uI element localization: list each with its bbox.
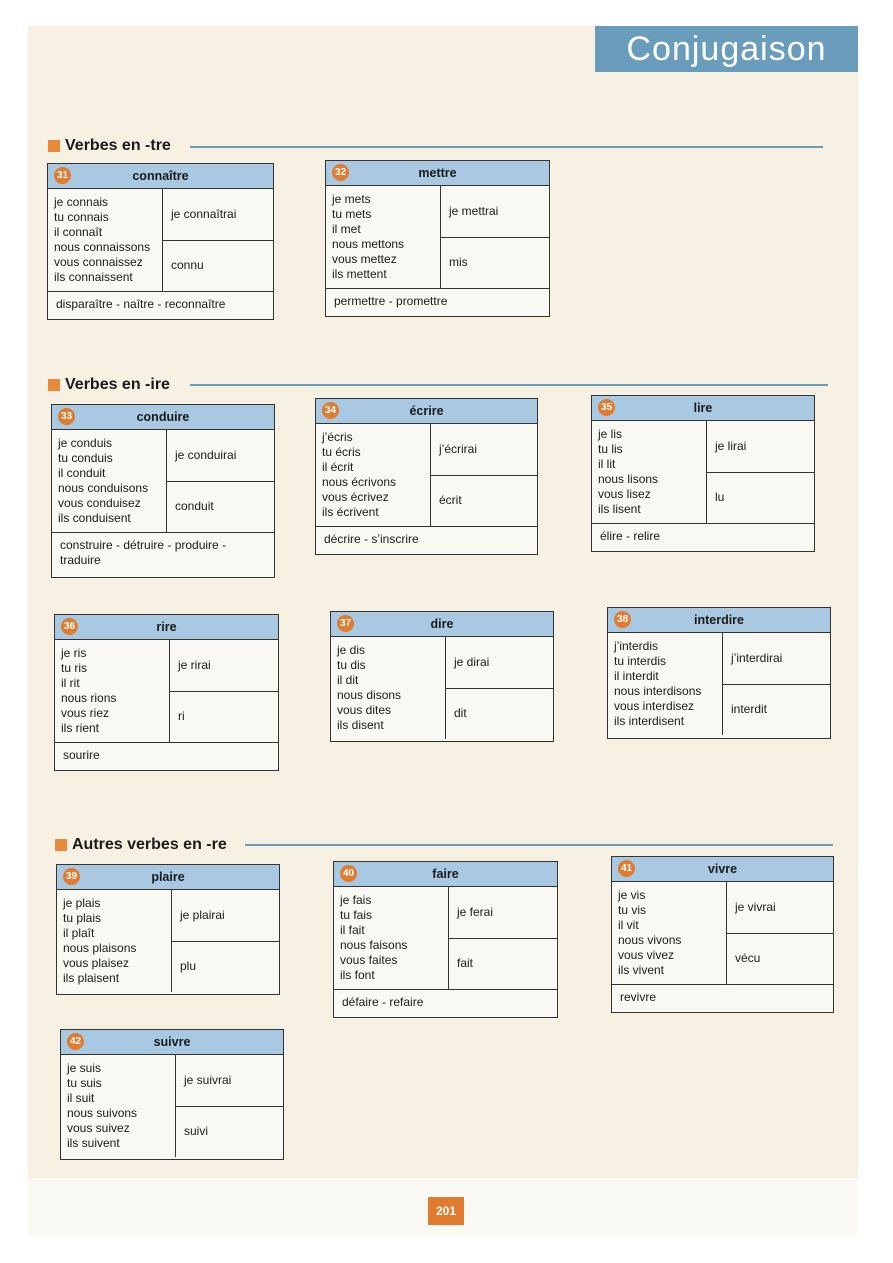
section-marker-icon xyxy=(55,839,67,851)
conjugation-card xyxy=(315,398,538,555)
card-body xyxy=(61,1055,283,1157)
card-header xyxy=(326,161,549,186)
past-participle: lu xyxy=(715,490,725,505)
present-form: nous disons xyxy=(337,688,402,702)
present-form: vous plaisez xyxy=(63,956,130,970)
present-form: vous mettez xyxy=(332,252,397,266)
present-form: tu mets xyxy=(332,207,372,221)
card-number-badge: 36 xyxy=(61,618,78,635)
section-rule xyxy=(245,844,833,846)
present-form: il suit xyxy=(67,1091,95,1105)
present-form: ils écrivent xyxy=(322,505,379,519)
present-form: tu conduis xyxy=(58,451,113,465)
present-form: vous vivez xyxy=(618,948,675,962)
future-form: je vivrai xyxy=(727,882,833,934)
present-tense-list xyxy=(316,424,431,526)
present-form: je connais xyxy=(54,195,109,209)
card-number-badge: 38 xyxy=(614,611,631,628)
related-verbs: revivre xyxy=(620,990,657,1004)
present-form: nous plaisons xyxy=(63,941,137,955)
present-form: ils interdisent xyxy=(614,714,685,728)
card-side xyxy=(727,882,833,984)
card-number-badge: 37 xyxy=(337,615,354,632)
present-tense-list xyxy=(52,430,167,532)
present-form: ils disent xyxy=(337,718,384,732)
related-verbs: décrire - s’inscrire xyxy=(324,532,419,546)
present-form: je lis xyxy=(598,427,623,441)
present-form: vous interdisez xyxy=(614,699,695,713)
present-tense-list xyxy=(608,633,723,735)
present-form: il plaît xyxy=(63,926,95,940)
present-form: je dis xyxy=(337,643,366,657)
present-form: nous conduisons xyxy=(58,481,149,495)
card-number-badge: 33 xyxy=(58,408,75,425)
section-rule xyxy=(190,384,828,386)
card-side xyxy=(170,640,278,742)
present-form: tu dis xyxy=(337,658,366,672)
verb-title: vivre xyxy=(707,862,738,876)
section-title-text: Autres verbes en -re xyxy=(72,836,227,853)
card-number-badge: 40 xyxy=(340,865,357,882)
present-form: ils suivent xyxy=(67,1136,120,1150)
card-side xyxy=(707,421,814,523)
related-verbs: défaire - refaire xyxy=(342,995,424,1009)
past-participle: mis xyxy=(449,255,468,270)
past-participle: ri xyxy=(178,709,185,724)
card-side xyxy=(163,189,273,291)
section-marker-icon xyxy=(48,140,60,152)
verb-title: interdire xyxy=(693,613,744,627)
card-header xyxy=(334,862,557,887)
past-participle: conduit xyxy=(175,499,214,514)
related-verbs: sourire xyxy=(63,748,100,762)
present-tense-list xyxy=(61,1055,176,1157)
verb-title: lire xyxy=(693,401,713,415)
card-number-badge: 41 xyxy=(618,860,635,877)
card-header xyxy=(61,1030,283,1055)
present-form: j’interdis xyxy=(614,639,659,653)
card-side xyxy=(176,1055,283,1157)
card-side xyxy=(449,887,557,989)
present-tense-list xyxy=(334,887,449,989)
present-form: ils plaisent xyxy=(63,971,120,985)
present-form: je suis xyxy=(67,1061,102,1075)
section-title-text: Verbes en -ire xyxy=(65,376,170,393)
present-form: tu fais xyxy=(340,908,373,922)
header-banner: Conjugaison xyxy=(595,26,858,72)
present-form: il dit xyxy=(337,673,359,687)
present-form: je mets xyxy=(332,192,371,206)
card-number-badge: 31 xyxy=(54,167,71,184)
present-tense-list xyxy=(331,637,446,739)
card-body xyxy=(608,633,830,735)
present-form: tu vis xyxy=(618,903,647,917)
present-form: il connaît xyxy=(54,225,103,239)
present-form: il conduit xyxy=(58,466,106,480)
card-body xyxy=(52,430,274,533)
future-form: je lirai xyxy=(707,421,814,473)
card-side xyxy=(167,430,274,532)
related-verbs: élire - relire xyxy=(600,529,661,543)
conjugation-card xyxy=(611,856,834,1013)
present-form: vous riez xyxy=(61,706,110,720)
card-header xyxy=(612,857,833,882)
verb-title: connaître xyxy=(132,169,189,183)
past-participle: connu xyxy=(171,258,204,273)
conjugation-card xyxy=(54,614,279,771)
card-body xyxy=(316,424,537,527)
section-rule xyxy=(190,146,823,148)
future-form: je dirai xyxy=(446,637,553,689)
card-number-badge: 39 xyxy=(63,868,80,885)
past-participle: plu xyxy=(180,959,197,974)
card-header xyxy=(592,396,814,421)
card-number-badge: 35 xyxy=(598,399,615,416)
present-form: il écrit xyxy=(322,460,354,474)
card-header xyxy=(608,608,830,633)
conjugation-card xyxy=(330,611,554,742)
conjugation-card xyxy=(591,395,815,552)
card-header xyxy=(316,399,537,424)
past-participle: écrit xyxy=(439,493,462,508)
present-form: je fais xyxy=(340,893,372,907)
future-form: je plairai xyxy=(172,890,279,942)
past-participle: fait xyxy=(457,956,474,971)
verb-title: mettre xyxy=(418,166,457,180)
past-participle: vécu xyxy=(735,951,761,966)
present-form: nous lisons xyxy=(598,472,659,486)
present-form: ils vivent xyxy=(618,963,665,977)
future-form: je connaîtrai xyxy=(163,189,273,241)
conjugation-card xyxy=(47,163,274,320)
present-form: je vis xyxy=(618,888,646,902)
present-tense-list xyxy=(48,189,163,291)
present-form: vous conduisez xyxy=(58,496,141,510)
present-form: ils rient xyxy=(61,721,100,735)
present-form: ils font xyxy=(340,968,375,982)
present-form: il lit xyxy=(598,457,616,471)
conjugation-card xyxy=(60,1029,284,1160)
related-verbs: disparaître - naître - reconnaître xyxy=(56,297,226,311)
card-number-badge: 34 xyxy=(322,402,339,419)
card-header xyxy=(55,615,278,640)
section-title-verbes-tre xyxy=(48,137,171,155)
section-title-verbes-ire xyxy=(48,376,170,394)
present-form: tu suis xyxy=(67,1076,102,1090)
related-verbs: permettre - promettre xyxy=(334,294,448,308)
future-form: j’écrirai xyxy=(431,424,537,476)
card-header xyxy=(331,612,553,637)
verb-title: suivre xyxy=(153,1035,191,1049)
present-form: nous connaissons xyxy=(54,240,151,254)
present-form: ils mettent xyxy=(332,267,387,281)
card-body xyxy=(612,882,833,985)
verb-title: plaire xyxy=(151,870,185,884)
present-tense-list xyxy=(592,421,707,523)
present-tense-list xyxy=(612,882,727,984)
card-header xyxy=(52,405,274,430)
card-body xyxy=(48,189,273,292)
present-form: ils connaissent xyxy=(54,270,133,284)
section-title-autres-verbes xyxy=(55,836,227,854)
card-body xyxy=(331,637,553,739)
card-header xyxy=(48,164,273,189)
card-header xyxy=(57,865,279,890)
present-form: je ris xyxy=(61,646,87,660)
present-form: nous interdisons xyxy=(614,684,702,698)
conjugation-card xyxy=(325,160,550,317)
future-form: je suivrai xyxy=(176,1055,283,1107)
present-form: il met xyxy=(332,222,361,236)
present-form: ils lisent xyxy=(598,502,641,516)
present-form: vous écrivez xyxy=(322,490,389,504)
future-form: je mettrai xyxy=(441,186,549,238)
present-form: vous lisez xyxy=(598,487,651,501)
conjugation-card xyxy=(51,404,275,578)
past-participle: dit xyxy=(454,706,467,721)
present-form: nous écrivons xyxy=(322,475,397,489)
present-form: vous faites xyxy=(340,953,398,967)
future-form: je ferai xyxy=(449,887,557,939)
conjugation-card xyxy=(56,864,280,995)
verb-title: conduire xyxy=(136,410,190,424)
present-form: nous rions xyxy=(61,691,117,705)
present-form: vous suivez xyxy=(67,1121,130,1135)
present-form: il vit xyxy=(618,918,639,932)
verb-title: dire xyxy=(430,617,454,631)
related-verbs: construire - détruire - produire - traduire xyxy=(60,538,227,567)
conjugation-card xyxy=(333,861,558,1018)
present-form: nous faisons xyxy=(340,938,408,952)
present-form: je plais xyxy=(63,896,101,910)
present-form: ils conduisent xyxy=(58,511,131,525)
present-form: tu plais xyxy=(63,911,102,925)
present-form: vous dites xyxy=(337,703,392,717)
present-form: tu ris xyxy=(61,661,88,675)
present-form: tu interdis xyxy=(614,654,667,668)
card-side xyxy=(172,890,279,992)
card-body xyxy=(55,640,278,743)
present-tense-list xyxy=(57,890,172,992)
present-form: tu lis xyxy=(598,442,623,456)
present-form: il rit xyxy=(61,676,80,690)
past-participle: interdit xyxy=(731,702,768,717)
present-form: nous suivons xyxy=(67,1106,138,1120)
card-number-badge: 32 xyxy=(332,164,349,181)
present-form: j’écris xyxy=(322,430,353,444)
card-body xyxy=(592,421,814,524)
card-side xyxy=(723,633,830,735)
verb-title: faire xyxy=(432,867,459,881)
present-form: tu connais xyxy=(54,210,109,224)
page-number: 201 xyxy=(428,1197,464,1225)
present-form: vous connaissez xyxy=(54,255,143,269)
conjugation-card xyxy=(607,607,831,739)
present-form: tu écris xyxy=(322,445,361,459)
card-side xyxy=(446,637,553,739)
card-body xyxy=(326,186,549,289)
card-number-badge: 42 xyxy=(67,1033,84,1050)
card-side xyxy=(431,424,537,526)
section-marker-icon xyxy=(48,379,60,391)
present-form: nous vivons xyxy=(618,933,682,947)
verb-title: rire xyxy=(156,620,177,634)
section-title-text: Verbes en -tre xyxy=(65,137,171,154)
present-form: nous mettons xyxy=(332,237,405,251)
present-form: il fait xyxy=(340,923,365,937)
card-body xyxy=(334,887,557,990)
past-participle: suivi xyxy=(184,1124,209,1139)
present-form: il interdit xyxy=(614,669,659,683)
verb-title: écrire xyxy=(409,404,444,418)
present-tense-list xyxy=(326,186,441,288)
future-form: je conduirai xyxy=(167,430,274,482)
present-tense-list xyxy=(55,640,170,742)
future-form: je rirai xyxy=(170,640,278,692)
card-side xyxy=(441,186,549,288)
present-form: je conduis xyxy=(58,436,113,450)
future-form: j’interdirai xyxy=(723,633,830,685)
card-body xyxy=(57,890,279,992)
